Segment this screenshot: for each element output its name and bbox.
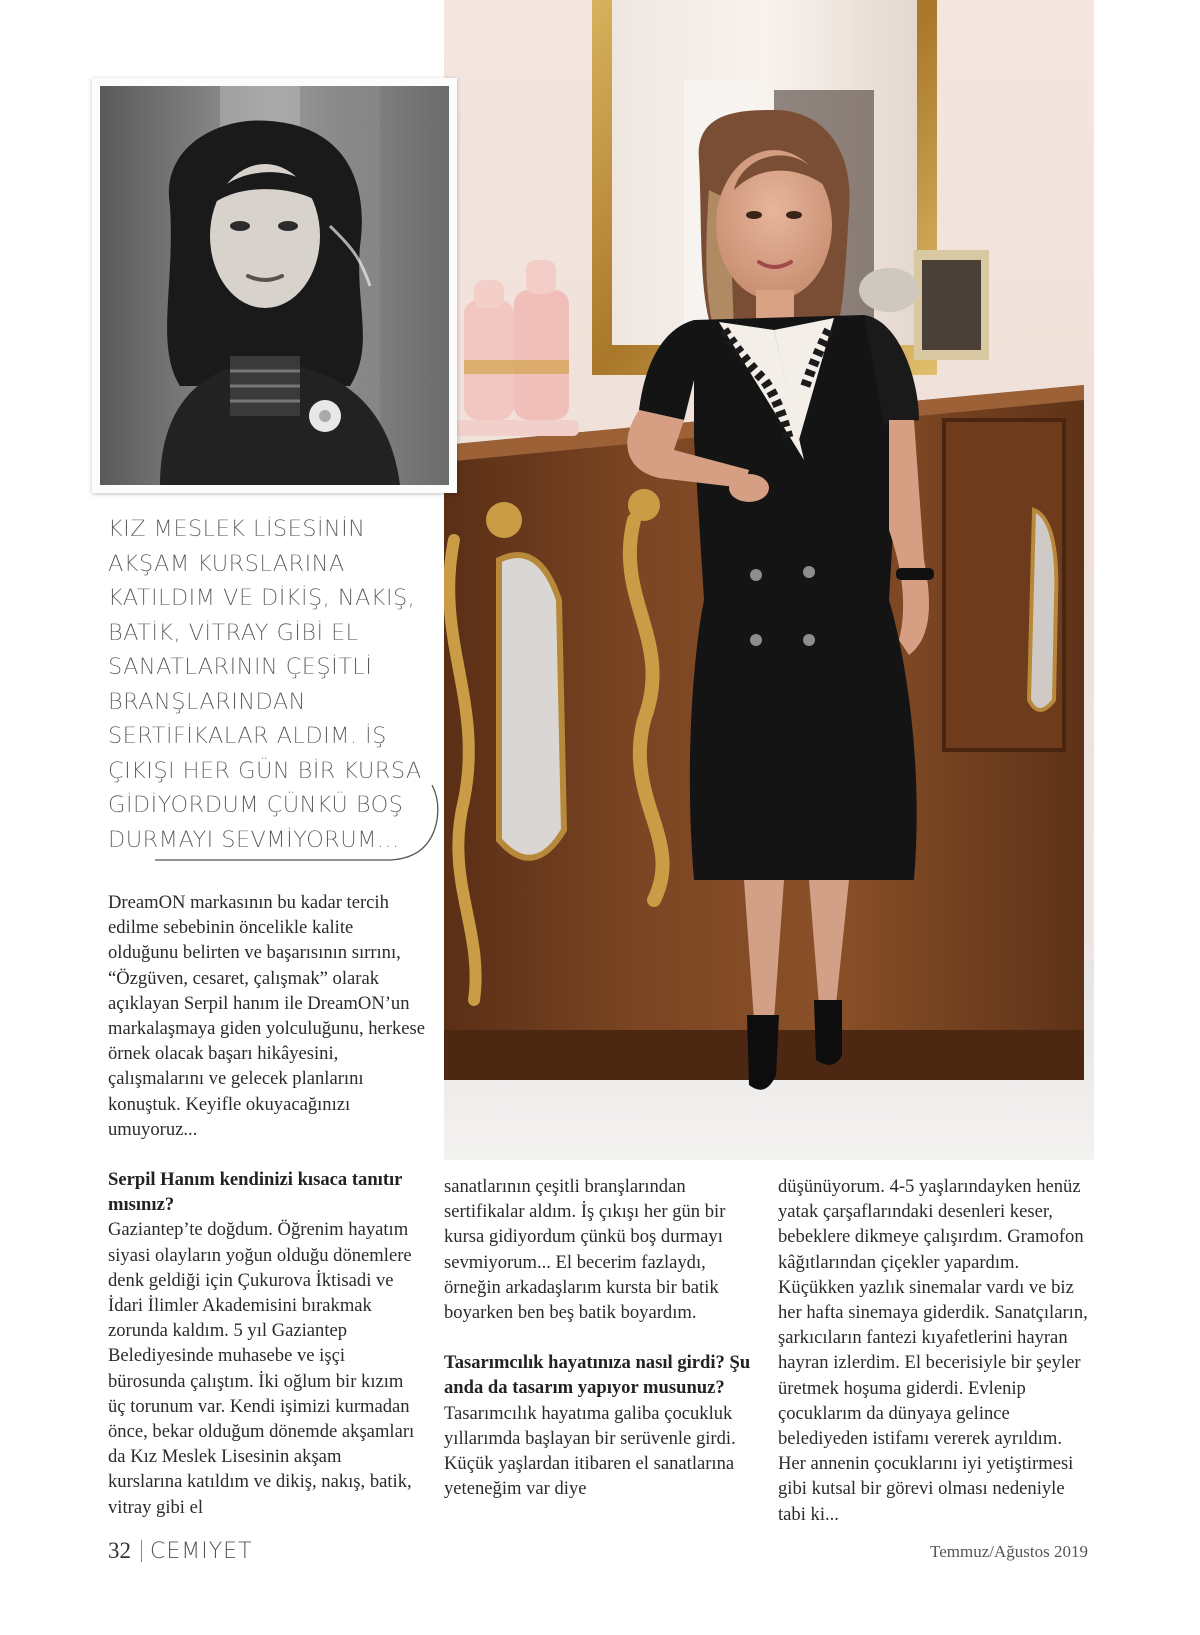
- magazine-name: CEMIYET: [150, 1538, 253, 1564]
- main-photo: [444, 0, 1094, 1160]
- vintage-portrait-photo: [100, 86, 449, 485]
- intro-paragraph: [108, 890, 428, 1142]
- page-folio: [108, 1538, 253, 1564]
- text-column-1: [108, 1167, 418, 1520]
- continuation-paragraph: sanatlarının çeşitli branşlarından sertifikalar aldım. İş çıkışı her gün bir kursa gidiyordum çünkü boş durmayı sevmiyorum... El becerim fazlaydı, örneğin arkadaşlarım kursta bir batik boyarken ben beş batik boyardım.: [444, 1176, 726, 1324]
- inset-photo-frame: [92, 78, 457, 493]
- text-column-2: [444, 1174, 754, 1501]
- text-column-3: [778, 1174, 1088, 1527]
- intro-text: DreamON markasının bu kadar tercih edilme sebebinin öncelikle kalite olduğunu belirten ve başarısının sırrını, “Özgüven, cesaret, çalışmak” olarak açıklayan Serpil hanım ile DreamON’un markalaşmaya giden yolculuğunu, herkese örnek olacak başarı hikâyesini, çalışmalarını ve gelecek planlarını konuştuk. Keyifle okuyacağınızı umuyoruz...: [108, 892, 426, 1140]
- issue-date: Temmuz/Ağustos 2019: [930, 1542, 1088, 1561]
- question-heading: Serpil Hanım kendinizi kısaca tanıtır mısınız?: [108, 1169, 403, 1216]
- question-heading: Tasarımcılık hayatınıza nasıl girdi? Şu anda da tasarım yapıyor musunuz?: [444, 1352, 751, 1399]
- quote-underline-curve: [150, 780, 450, 870]
- answer-paragraph: Tasarımcılık hayatıma galiba çocukluk yıllarımda başlayan bir serüvenle girdi. Küçük yaşlardan itibaren el sanatlarına yeteneğim var diye: [444, 1402, 736, 1500]
- continuation-paragraph: düşünüyorum. 4-5 yaşlarındayken henüz yatak çarşaflarındaki desenleri keser, bebeklere dikmeye çalışırdım. Gramofon kâğıtlarından çiçekler yapardım. Küçükken yazlık sinemalar vardı ve biz her hafta sinemaya giderdik. Sanatçıların, şarkıcıların fantezi kıyafetlerini hayran hayran izlerdim. El becerisiyle bir şeyler üretmek hoşuma giderdi. Evlenip çocuklarım da dünyaya gelince belediyeden istifamı vererek ayrıldım. Her annenin çocuklarını iyi yetiştirmesi gibi kutsal bir görevi olması nedeniyle tabi ki...: [778, 1176, 1088, 1525]
- pull-quote: KIZ MESLEK LİSESİNİN AKŞAM KURSLARINA KATILDIM VE DİKİŞ, NAKIŞ, BATİK, VİTRAY GİBİ EL SANATLARININ ÇEŞİTLİ BRANŞLARINDAN SERTİFİKALAR ALDIM. İŞ ÇIKIŞI HER GÜN BİR KURSA GİDİYORDUM ÇÜNKÜ BOŞ DURMAYI SEVMİYORUM...: [108, 516, 422, 853]
- portrait-photo-illustration: [444, 0, 1094, 1160]
- answer-paragraph: Gaziantep’te doğdum. Öğrenim hayatım siyasi olayların yoğun olduğu dönemlere denk geldiği için Çukurova İktisadi ve İdari İlimler Akademisini bırakmak zorunda kaldım. 5 yıl Gaziantep Belediyesinde muhasebe ve işçi bürosunda çalıştım. İki oğlum bir kızım üç torunum var. Kendi işimizi kurmadan önce, bekar olduğum dönemde akşamları da Kız Meslek Lisesinin akşam kurslarına katıldım ve dikiş, nakış, batik, vitray gibi el: [108, 1219, 415, 1518]
- page-number: 32: [108, 1538, 131, 1563]
- folio-divider: [141, 1540, 142, 1562]
